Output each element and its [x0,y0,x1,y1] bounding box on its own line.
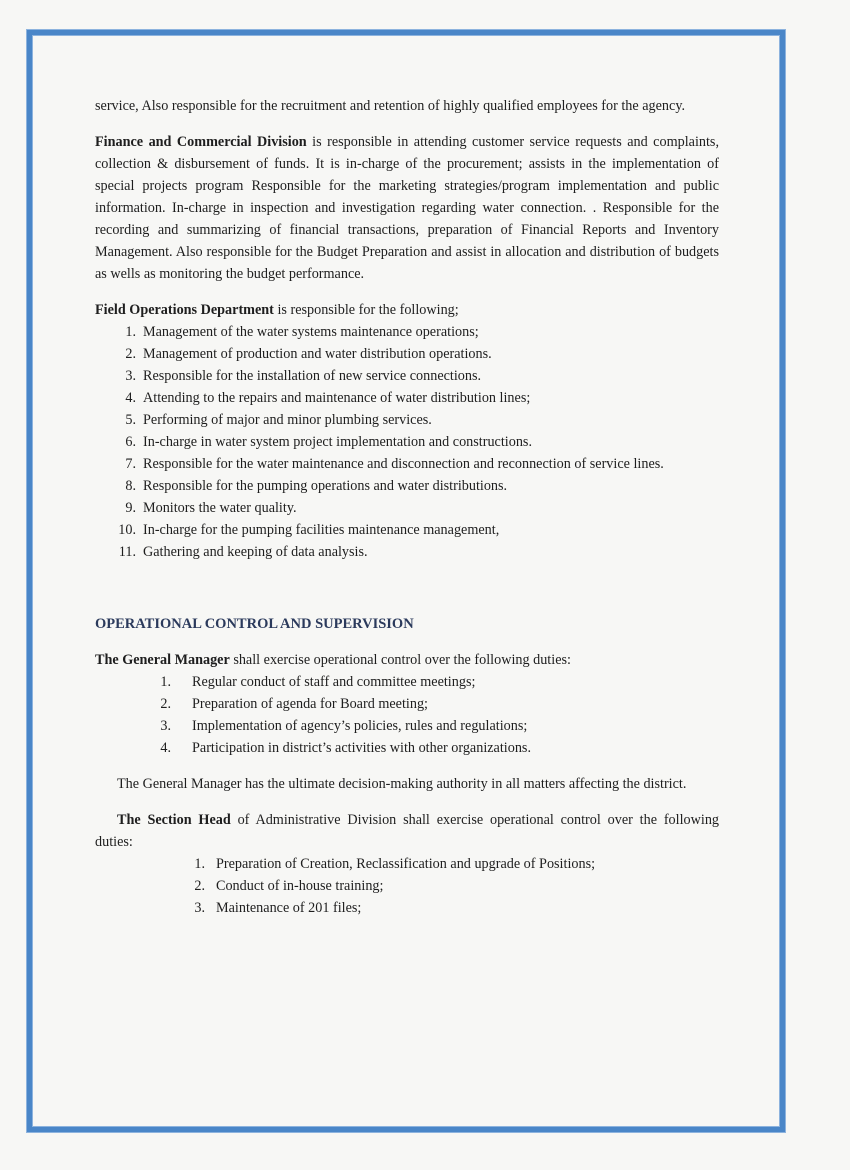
section-head-text: of Administrative Division shall exercise operational control over the following duties: [95,812,720,850]
list-item-text: Regular conduct of staff and committee meetings; [192,674,476,690]
finance-division-text: is responsible in attending customer service requests and complaints, collection & disbursement of funds. It is in-charge of the procurement; assists in the implementation of special projects program Responsible for the marketing strategies/program implementation and public information. In-charge in inspection and investigation regarding water connection. . Responsible for the recording and summarizing of financial transactions, preparation of Financial Reports and Inventory Management. Also responsible for the Budget Preparation and assist in allocation and distribution of budgets as wells as monitoring the budget performance. [95,134,719,282]
list-item-text: Gathering and keeping of data analysis. [143,544,368,560]
list-item [95,519,719,541]
list-item [95,737,719,759]
list-item-number: 10. [118,522,136,538]
list-item-text: Responsible for the water maintenance and disconnection and reconnection of service lines. [143,456,664,472]
list-item-text: Attending to the repairs and maintenance of water distribution lines; [143,390,531,406]
section-head-heading: The Section Head [117,812,231,828]
list-item-number: 2. [160,696,171,712]
list-item-number: 5. [125,412,136,428]
list-item-number: 9. [125,500,136,516]
list-item-text: In-charge in water system project implementation and constructions. [143,434,532,450]
list-item [95,387,719,409]
list-item-number: 2. [194,878,205,894]
list-item [95,321,719,343]
section-head-paragraph [95,809,719,853]
list-item-text: Preparation of agenda for Board meeting; [192,696,428,712]
list-item-text: Implementation of agency’s policies, rules and regulations; [192,718,528,734]
list-item [95,897,719,919]
field-operations-list [95,321,719,563]
list-item-number: 1. [125,324,136,340]
list-item-number: 2. [125,346,136,362]
general-manager-duties-list [95,671,719,759]
list-item [95,497,719,519]
list-item [95,431,719,453]
list-item-text: Performing of major and minor plumbing services. [143,412,432,428]
field-operations-heading: Field Operations Department [95,302,274,318]
list-item-text: Preparation of Creation, Reclassification and upgrade of Positions; [216,856,596,872]
list-item-number: 7. [125,456,136,472]
intro-paragraph: service, Also responsible for the recruitment and retention of highly qualified employees for the agency. [95,98,686,114]
list-item-number: 8. [125,478,136,494]
list-item-number: 11. [118,544,136,560]
general-manager-paragraph [95,649,719,671]
list-item-text: Responsible for the installation of new service connections. [143,368,482,384]
field-operations-text: is responsible for the following; [273,302,459,318]
list-item [95,343,719,365]
section-head-duties-list [95,853,719,919]
list-item-number: 1. [160,674,171,690]
list-item-text: Management of production and water distribution operations. [143,346,492,362]
list-item-number: 6. [125,434,136,450]
field-operations-paragraph [95,299,719,321]
list-item-text: Maintenance of 201 files; [216,900,362,916]
list-item-text: Monitors the water quality. [143,500,297,516]
list-item [95,541,719,563]
list-item-text: Conduct of in-house training; [216,878,384,894]
list-item-text: Responsible for the pumping operations and water distributions. [143,478,508,494]
list-item [95,715,719,737]
list-item-text: Participation in district’s activities with other organizations. [192,740,531,756]
list-item-number: 3. [194,900,205,916]
list-item [95,409,719,431]
document-body [95,95,719,919]
finance-division-paragraph [95,131,719,285]
section-heading: OPERATIONAL CONTROL AND SUPERVISION [95,616,414,632]
list-item [95,475,719,497]
list-item-text: In-charge for the pumping facilities maintenance management, [143,522,500,538]
general-manager-heading: The General Manager [95,652,230,668]
list-item-number: 1. [194,856,205,872]
list-item [95,671,719,693]
list-item [95,875,719,897]
list-item-text: Management of the water systems maintenance operations; [143,324,479,340]
list-item [95,853,719,875]
list-item [95,693,719,715]
finance-division-heading: Finance and Commercial Division [95,134,307,150]
list-item [95,365,719,387]
list-item-number: 4. [160,740,171,756]
general-manager-authority-paragraph: The General Manager has the ultimate decision-making authority in all matters affecting the district. [117,776,687,792]
list-item-number: 4. [125,390,136,406]
list-item [95,453,719,475]
list-item-number: 3. [125,368,136,384]
list-item-number: 3. [160,718,171,734]
general-manager-text: shall exercise operational control over the following duties: [229,652,571,668]
